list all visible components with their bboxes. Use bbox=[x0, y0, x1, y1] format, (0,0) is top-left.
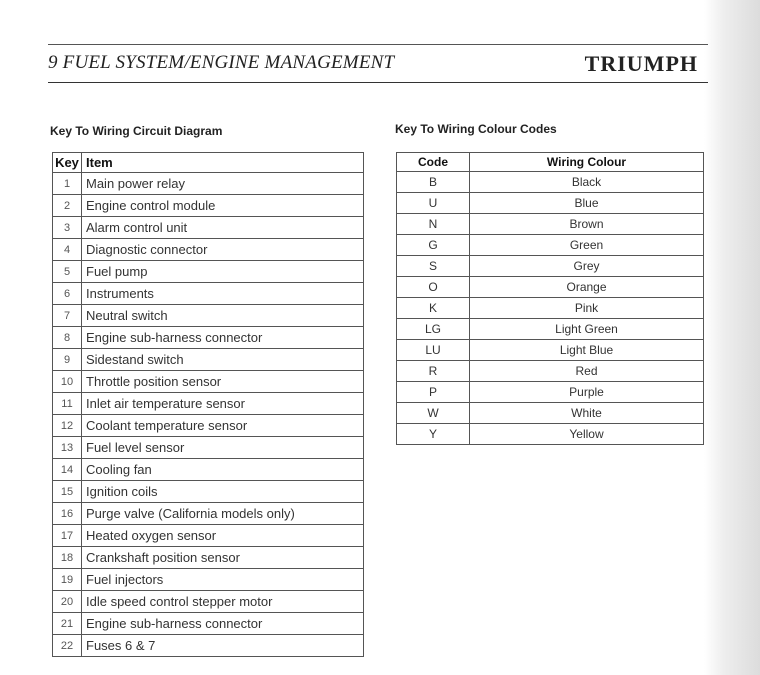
item-cell: Main power relay bbox=[82, 173, 364, 195]
key-number-cell: 9 bbox=[53, 349, 82, 371]
circuit-key-header-row bbox=[53, 153, 364, 173]
table-row bbox=[397, 319, 704, 340]
item-cell: Engine sub-harness connector bbox=[82, 327, 364, 349]
table-row bbox=[397, 403, 704, 424]
circuit-key-title: Key To Wiring Circuit Diagram bbox=[50, 124, 223, 138]
item-column-header: Item bbox=[82, 153, 364, 173]
table-row bbox=[397, 298, 704, 319]
key-number-cell: 7 bbox=[53, 305, 82, 327]
key-number-cell: 20 bbox=[53, 591, 82, 613]
colour-code-cell: LG bbox=[397, 319, 470, 340]
item-cell: Diagnostic connector bbox=[82, 239, 364, 261]
item-cell: Fuel pump bbox=[82, 261, 364, 283]
page-header-title: 9 FUEL SYSTEM/ENGINE MANAGEMENT bbox=[48, 52, 395, 73]
wiring-colour-cell: Grey bbox=[470, 256, 704, 277]
table-row bbox=[397, 235, 704, 256]
colour-code-cell: U bbox=[397, 193, 470, 214]
table-row bbox=[53, 591, 364, 613]
key-number-cell: 21 bbox=[53, 613, 82, 635]
table-row bbox=[53, 195, 364, 217]
code-column-header: Code bbox=[397, 153, 470, 172]
item-cell: Coolant temperature sensor bbox=[82, 415, 364, 437]
item-cell: Purge valve (California models only) bbox=[82, 503, 364, 525]
table-row bbox=[53, 305, 364, 327]
item-cell: Throttle position sensor bbox=[82, 371, 364, 393]
key-number-cell: 15 bbox=[53, 481, 82, 503]
table-row bbox=[53, 283, 364, 305]
table-row bbox=[53, 635, 364, 657]
table-row bbox=[53, 393, 364, 415]
key-number-cell: 13 bbox=[53, 437, 82, 459]
table-row bbox=[53, 613, 364, 635]
colour-code-cell: W bbox=[397, 403, 470, 424]
item-cell: Ignition coils bbox=[82, 481, 364, 503]
item-cell: Fuel level sensor bbox=[82, 437, 364, 459]
page-edge-shadow bbox=[704, 0, 760, 675]
circuit-key-table bbox=[52, 152, 364, 657]
wiring-colour-cell: Purple bbox=[470, 382, 704, 403]
wiring-colour-cell: Light Green bbox=[470, 319, 704, 340]
colour-code-cell: N bbox=[397, 214, 470, 235]
table-row bbox=[397, 361, 704, 382]
table-row bbox=[53, 327, 364, 349]
colour-codes-header-row bbox=[397, 153, 704, 172]
item-cell: Engine control module bbox=[82, 195, 364, 217]
wiring-colour-cell: Light Blue bbox=[470, 340, 704, 361]
wiring-colour-cell: Pink bbox=[470, 298, 704, 319]
wiring-colour-cell: Yellow bbox=[470, 424, 704, 445]
item-cell: Inlet air temperature sensor bbox=[82, 393, 364, 415]
key-number-cell: 17 bbox=[53, 525, 82, 547]
table-row bbox=[53, 459, 364, 481]
colour-codes-table bbox=[396, 152, 704, 445]
key-number-cell: 5 bbox=[53, 261, 82, 283]
table-row bbox=[53, 503, 364, 525]
item-cell: Engine sub-harness connector bbox=[82, 613, 364, 635]
item-cell: Sidestand switch bbox=[82, 349, 364, 371]
wiring-colour-cell: Blue bbox=[470, 193, 704, 214]
colour-code-cell: R bbox=[397, 361, 470, 382]
item-cell: Alarm control unit bbox=[82, 217, 364, 239]
table-row bbox=[53, 569, 364, 591]
key-number-cell: 10 bbox=[53, 371, 82, 393]
colour-code-cell: B bbox=[397, 172, 470, 193]
item-cell: Heated oxygen sensor bbox=[82, 525, 364, 547]
item-cell: Fuel injectors bbox=[82, 569, 364, 591]
item-cell: Idle speed control stepper motor bbox=[82, 591, 364, 613]
key-number-cell: 16 bbox=[53, 503, 82, 525]
colour-column-header: Wiring Colour bbox=[470, 153, 704, 172]
key-number-cell: 11 bbox=[53, 393, 82, 415]
wiring-colour-cell: Black bbox=[470, 172, 704, 193]
table-row bbox=[53, 437, 364, 459]
wiring-colour-cell: Red bbox=[470, 361, 704, 382]
table-row bbox=[53, 525, 364, 547]
table-row bbox=[53, 239, 364, 261]
key-column-header: Key bbox=[53, 153, 82, 173]
colour-code-cell: G bbox=[397, 235, 470, 256]
item-cell: Fuses 6 & 7 bbox=[82, 635, 364, 657]
table-row bbox=[397, 193, 704, 214]
table-row bbox=[397, 256, 704, 277]
key-number-cell: 6 bbox=[53, 283, 82, 305]
table-row bbox=[397, 277, 704, 298]
table-row bbox=[53, 481, 364, 503]
brand-logo: TRIUMPH bbox=[584, 51, 698, 76]
colour-code-cell: S bbox=[397, 256, 470, 277]
item-cell: Neutral switch bbox=[82, 305, 364, 327]
key-number-cell: 2 bbox=[53, 195, 82, 217]
key-number-cell: 3 bbox=[53, 217, 82, 239]
item-cell: Cooling fan bbox=[82, 459, 364, 481]
key-number-cell: 12 bbox=[53, 415, 82, 437]
header-rule-bottom bbox=[48, 82, 708, 83]
item-cell: Instruments bbox=[82, 283, 364, 305]
colour-code-cell: Y bbox=[397, 424, 470, 445]
wiring-colour-cell: White bbox=[470, 403, 704, 424]
key-number-cell: 14 bbox=[53, 459, 82, 481]
wiring-colour-cell: Orange bbox=[470, 277, 704, 298]
key-number-cell: 4 bbox=[53, 239, 82, 261]
table-row bbox=[53, 217, 364, 239]
table-row bbox=[53, 173, 364, 195]
table-row bbox=[397, 424, 704, 445]
table-row bbox=[397, 382, 704, 403]
colour-code-cell: P bbox=[397, 382, 470, 403]
key-number-cell: 1 bbox=[53, 173, 82, 195]
table-row bbox=[53, 371, 364, 393]
key-number-cell: 19 bbox=[53, 569, 82, 591]
wiring-colour-cell: Green bbox=[470, 235, 704, 256]
table-row bbox=[53, 415, 364, 437]
colour-code-cell: LU bbox=[397, 340, 470, 361]
colour-code-cell: O bbox=[397, 277, 470, 298]
key-number-cell: 22 bbox=[53, 635, 82, 657]
item-cell: Crankshaft position sensor bbox=[82, 547, 364, 569]
colour-code-cell: K bbox=[397, 298, 470, 319]
table-row bbox=[397, 340, 704, 361]
table-row bbox=[397, 214, 704, 235]
wiring-colour-cell: Brown bbox=[470, 214, 704, 235]
table-row bbox=[53, 261, 364, 283]
table-row bbox=[53, 547, 364, 569]
colour-codes-title: Key To Wiring Colour Codes bbox=[395, 122, 557, 136]
table-row bbox=[397, 172, 704, 193]
key-number-cell: 8 bbox=[53, 327, 82, 349]
key-number-cell: 18 bbox=[53, 547, 82, 569]
table-row bbox=[53, 349, 364, 371]
header-rule-top bbox=[48, 44, 708, 45]
